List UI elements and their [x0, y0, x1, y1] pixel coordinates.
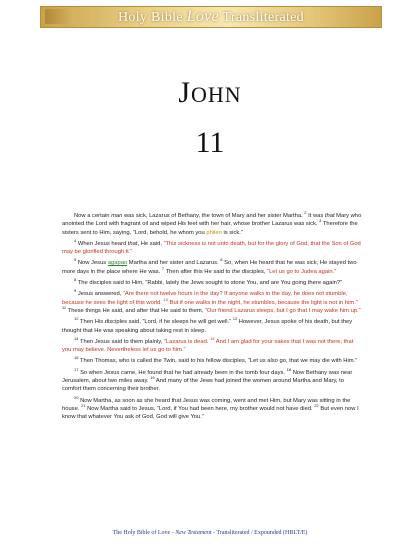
chapter-text [62, 212, 362, 425]
verse-text: The disciples said to Him, “Rabbi, lately the Jews sought to stone You, and are You going there again?” [76, 280, 342, 287]
verse-number: 9 [74, 288, 77, 294]
verse-text: Martha and her sister and Lazarus. [127, 260, 221, 267]
verse-text: Jesus answered, [76, 291, 123, 298]
verse-text: that [324, 213, 335, 219]
words-of-jesus: And I am glad for your sakes that I was not there, that you may believe. Nevertheless let us go to him.” [62, 338, 354, 354]
verse-number: 16 [74, 355, 79, 361]
words-of-jesus: “Lazarus is dead. [163, 338, 211, 345]
verse-text: Mary who anointed the Lord with fragrant oil and wiped His feet with her hair, whose brother Lazarus was sick. [62, 213, 362, 228]
verse-text: Now Martha said to Jesus, “Lord, if You had been here, my brother would not have died. [85, 405, 315, 412]
paragraph-7 [62, 335, 362, 355]
banner-text-love: Love [186, 8, 219, 25]
verse-number: 4 [74, 237, 77, 243]
paragraph-5 [62, 290, 362, 315]
verse-number: 5 [74, 257, 77, 263]
verse-text: Therefore the sisters sent to Him, saying, “Lord, behold, he whom you [62, 221, 358, 236]
verse-number: 21 [81, 403, 86, 409]
verse-text: Then His disciples said, “Lord, if he sleeps he will get well.” [78, 319, 233, 326]
paragraph-9 [62, 366, 362, 394]
verse-text: However, Jesus spoke of his death, but they thought that He was speaking about taking rest in sleep. [62, 319, 353, 334]
book-title-rest: OHN [191, 82, 242, 107]
verse-text: that [127, 240, 138, 247]
verse-number: 13 [232, 316, 238, 322]
paragraph-4 [62, 279, 362, 287]
verse-text: So, when He heard that he was sick, He stayed two more days in the place where He was. [62, 260, 357, 275]
verse-text: But even now I know that whatever You ask of God, God will give You.” [62, 405, 359, 421]
verse-text: Now Martha, as soon as she heard that Jesus was coming, went and met Him, but Mary was sitting in the house. [62, 397, 351, 412]
verse-text: man [111, 213, 123, 219]
verse-number: 6 [220, 257, 223, 263]
verse-text: These things He said, and after that He said to them, [66, 307, 205, 314]
verse-text: Now a certain [74, 213, 112, 219]
verse-text: And many of the Jews had joined the women around Martha and Mary, to comfort them concerning their brother. [62, 378, 344, 393]
verse-text: Now Bethany was near Jerusalem, about two miles away. [62, 369, 353, 385]
verse-number: 14 [74, 335, 79, 341]
agapao-link[interactable]: agapao [107, 260, 128, 267]
banner-logo-icon [45, 9, 75, 24]
page-footer [0, 530, 420, 536]
verse-number: 19 [150, 375, 155, 381]
verse-text: disciples, [240, 268, 268, 275]
words-of-jesus: “Our friend Lazarus sleeps, but I go that I may wake him up.” [204, 307, 361, 314]
footer-text-3: - Transliterated / Expounded (HBLT/E) [211, 530, 308, 536]
phileo-word: phileo [206, 229, 222, 236]
verse-text: , He said, [137, 240, 164, 247]
words-of-jesus: “Are there not twelve hours in the day? If anyone walks in the day, he does not stumble, because he sees the light of this world. [62, 291, 348, 306]
verse-text: was sick, Lazarus of Bethany, the town of Mary and her sister Martha. [122, 213, 305, 219]
paragraph-6 [62, 318, 362, 335]
verse-text: Then after this He said to [164, 268, 233, 275]
verse-number: 22 [314, 403, 319, 409]
banner-title [118, 8, 304, 26]
verse-text: Then Thomas, who is called the Twin, said to his fellow disciples, “Let us also go, that we may die with Him.” [78, 358, 358, 365]
verse-number: 10 [163, 296, 168, 302]
banner-text-2: Transliterated [218, 10, 304, 25]
chapter-number: 11 [195, 126, 225, 159]
verse-number: 12 [74, 316, 79, 322]
verse-text: When Jesus heard [76, 240, 128, 247]
words-of-jesus: But if one walks in the night, he stumbles, because the light is not in him.” [167, 299, 358, 306]
paragraph-1 [62, 212, 362, 237]
paragraph-3 [62, 259, 362, 276]
book-title-initial: J [178, 76, 191, 109]
verse-number: 17 [74, 366, 79, 372]
verse-number: 2 [304, 210, 307, 216]
verse-number: 18 [286, 366, 292, 372]
verse-text: Now Jesus [76, 260, 108, 267]
banner-text-1: Holy Bible [118, 10, 187, 25]
verse-number: 15 [210, 335, 215, 341]
words-of-jesus: “This sickness is not unto death, but for the glory of God, that the Son of God may be glorified through it.” [62, 240, 361, 256]
verse-number: 3 [319, 218, 322, 224]
verse-text: It was [306, 213, 325, 219]
verse-text: Then Jesus said to them plainly, [78, 338, 164, 345]
header-banner [40, 6, 382, 28]
verse-text: So when Jesus came, He found that he had already been in the tomb four days. [78, 369, 287, 376]
footer-text-2: New Testament [175, 530, 212, 536]
paragraph-8 [62, 357, 362, 365]
footer-text-1: The Holy Bible of Love - [112, 530, 176, 536]
verse-number: 8 [74, 277, 77, 283]
paragraph-10 [62, 394, 362, 422]
words-of-jesus: “Let us go to Judea again.” [267, 268, 337, 275]
verse-number: 11 [62, 305, 67, 311]
verse-number: 7 [161, 265, 165, 271]
verse-number: 20 [74, 394, 79, 400]
book-title [0, 76, 420, 110]
verse-text: the [232, 268, 241, 275]
verse-text: is sick.” [221, 229, 243, 236]
paragraph-2 [62, 237, 362, 257]
